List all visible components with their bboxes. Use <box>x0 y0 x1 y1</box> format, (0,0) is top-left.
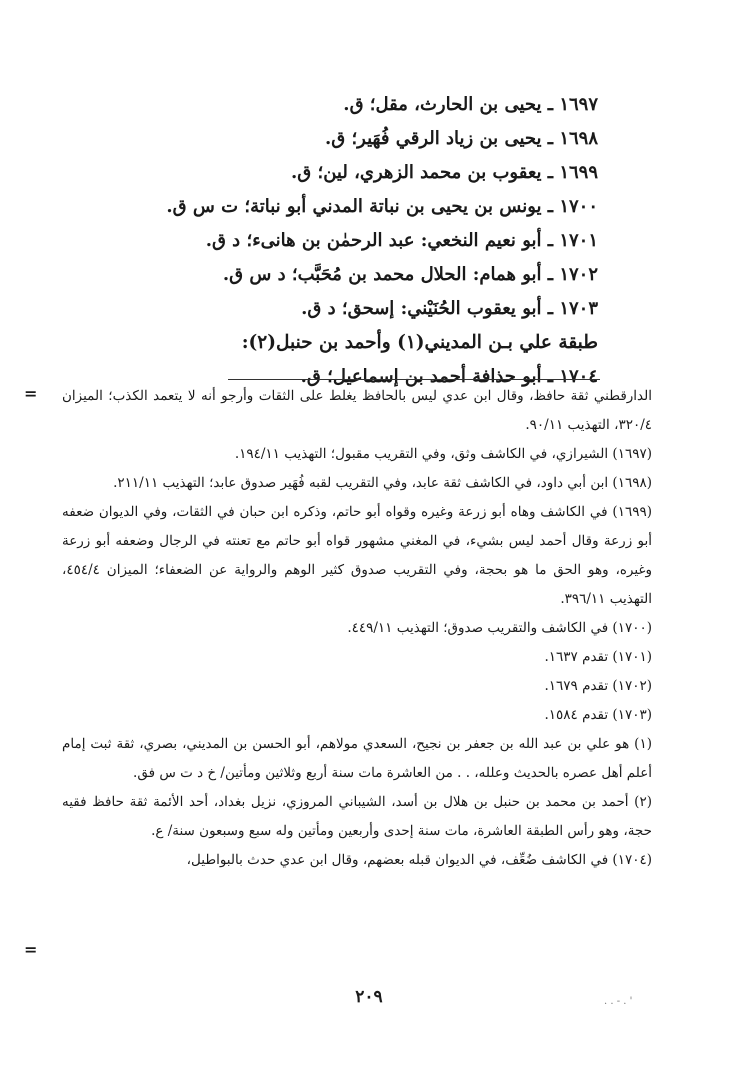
footnote-2: (٢) أحمد بن محمد بن حنبل بن هلال بن أسد، الشيباني المروزي، نزيل بغداد، أحد الأئمة ثقة حافظ فقيه حجة، وهو رأس الطبقة العاشرة، مات سنة إحدى وأربعين ومأتين وله سبع وسبعون سنة/ ع. <box>62 794 652 839</box>
footnote-1701: (١٧٠١) تقدم ١٦٣٧. <box>544 649 652 665</box>
footnote-1697: (١٦٩٧) الشيرازي، في الكاشف وثق، وفي التقريب مقبول؛ التهذيب ١٩٤/١١. <box>234 446 652 462</box>
main-entries <box>138 88 598 394</box>
footnote-1704: (١٧٠٤) في الكاشف ضُعِّف، في الديوان قبله بعضهم، وقال ابن عدي حدث بالبواطيل، <box>186 852 652 868</box>
footnote-continued: الدارقطني ثقة حافظ، وقال ابن عدي ليس بالحافظ يغلط على الثقات وأرجو أنه لا يتعمد الكذب؛ الميزان ٣٢٠/٤، التهذيب ٩٠/١١. <box>62 388 652 433</box>
continuation-mark-bottom: = <box>24 940 38 959</box>
scan-smudge: . . - . ' <box>604 996 633 1007</box>
entry-1702: ١٧٠٢ ـ أبو همام: الحلال محمد بن مُحَبَّب؛ د س ق. <box>222 264 598 285</box>
footnotes <box>62 382 652 875</box>
page-number: ٢٠٩ <box>355 987 383 1007</box>
footnote-1703: (١٧٠٣) تقدم ١٥٨٤. <box>544 707 652 723</box>
footnote-separator <box>228 379 600 380</box>
footnote-1700: (١٧٠٠) في الكاشف والتقريب صدوق؛ التهذيب ٤٤٩/١١. <box>347 620 652 636</box>
continuation-mark-top: = <box>24 384 38 403</box>
entry-1701: ١٧٠١ ـ أبو نعيم النخعي: عبد الرحمٰن بن هانىء؛ د ق. <box>205 230 598 251</box>
footnote-1702: (١٧٠٢) تقدم ١٦٧٩. <box>544 678 652 694</box>
footnote-1: (١) هو علي بن عبد الله بن جعفر بن نجيح، السعدي مولاهم، أبو الحسن بن المديني، بصري، ثقة ثبت إمام أعلم أهل عصره بالحديث وعلله، . . من العاشرة مات سنة أربع وثلاثين ومأتين/ خ د ت س فق. <box>62 736 652 781</box>
entry-1704: ١٧٠٤ ـ أبو حذافة أحمد بن إسماعيل؛ ق. <box>300 366 598 387</box>
entry-1698: ١٦٩٨ ـ يحيى بن زياد الرقي فُهَير؛ ق. <box>324 128 598 149</box>
entry-1697: ١٦٩٧ ـ يحيى بن الحارث، مقل؛ ق. <box>343 94 598 115</box>
footnote-1699: (١٦٩٩) في الكاشف وهاه أبو زرعة وغيره وقواه أبو حاتم، وذكره ابن حبان في الثقات، وفي الديوان ضعفه أبو زرعة وقال أحمد ليس بشيء، في المغني مشهور قواه أبو حاتم مع تعنته في الرجال وضعفه أبو زرعة وغيره، وهو الحق ما هو بحجة، وفي التقريب صدوق كثير الوهم والرواية عن الضعفاء؛ الميزان ٤٥٤/٤، التهذيب ٣٩٦/١١. <box>62 504 652 607</box>
entry-1699: ١٦٩٩ ـ يعقوب بن محمد الزهري، لين؛ ق. <box>291 162 598 183</box>
section-heading: طبقة علي بـن المديني(١) وأحمد بن حنبل(٢): <box>241 332 598 353</box>
entry-1703: ١٧٠٣ ـ أبو يعقوب الحُنَيْني: إسحق؛ د ق. <box>301 298 598 319</box>
footnote-1698: (١٦٩٨) ابن أبي داود، في الكاشف ثقة عابد، وفي التقريب لقبه فُهَير صدوق عابد؛ التهذيب ٢١١/١١. <box>113 475 652 491</box>
entry-1700: ١٧٠٠ ـ يونس بن يحيى بن نباتة المدني أبو نباتة؛ ت س ق. <box>166 196 598 217</box>
